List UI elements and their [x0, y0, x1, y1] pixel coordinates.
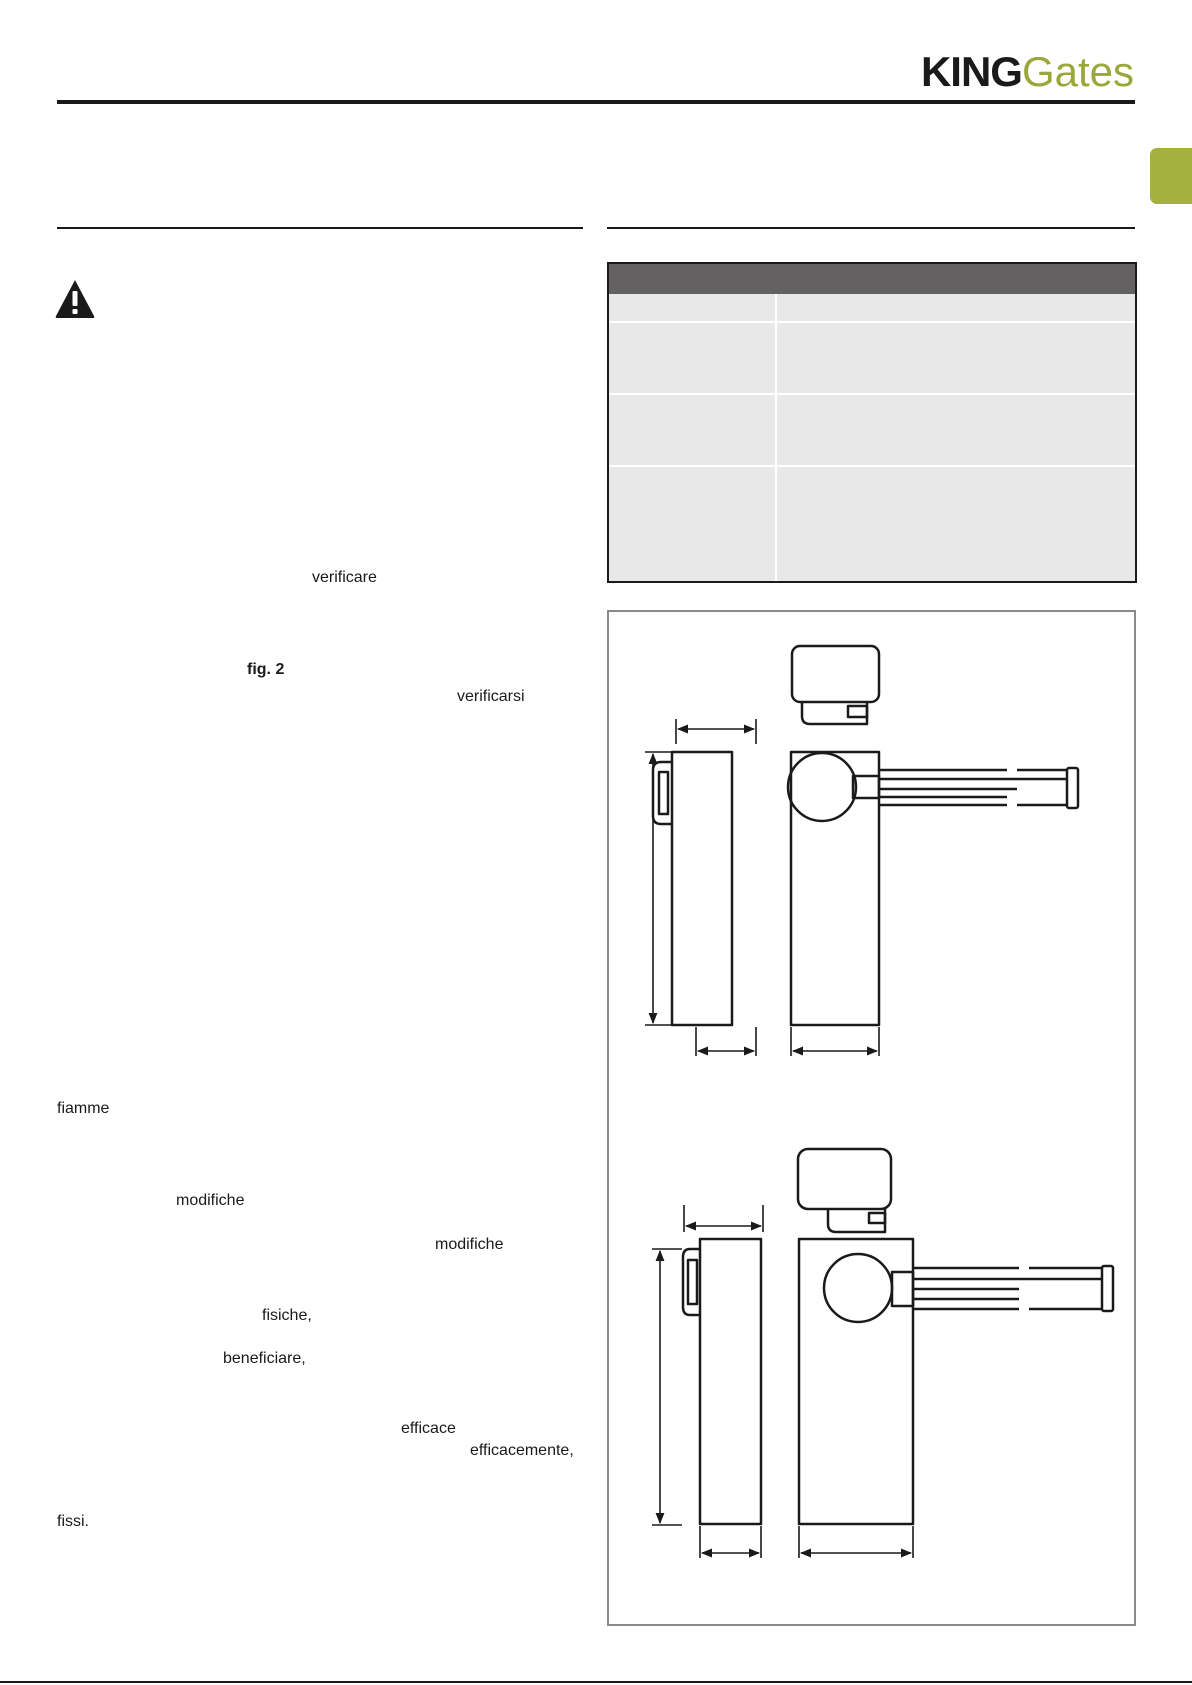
- brand-logo: [921, 50, 1134, 94]
- barrier-side-view-bottom: [683, 1239, 761, 1524]
- barrier-dimensions-figure: [607, 610, 1136, 1626]
- table-row-divider: [609, 465, 1135, 467]
- warning-triangle-icon: [54, 278, 96, 320]
- barrier-front-view-top: [788, 646, 1078, 1025]
- language-tab[interactable]: [1150, 148, 1192, 204]
- dimension-lines: [645, 719, 913, 1558]
- text-beneficiare: beneficiare,: [223, 1350, 306, 1367]
- table-row-divider: [609, 393, 1135, 395]
- logo-king: KING: [920, 48, 1022, 95]
- table-row-divider: [609, 321, 1135, 323]
- text-fisiche: fisiche,: [262, 1307, 312, 1324]
- specifications-table: [607, 262, 1137, 583]
- barrier-front-view-bottom: [798, 1149, 1113, 1524]
- text-verificare: verificare: [312, 569, 377, 586]
- text-fiamme: fiamme: [57, 1100, 110, 1117]
- figure-reference: fig. 2: [247, 661, 285, 678]
- text-modifiche-1: modifiche: [176, 1192, 245, 1209]
- logo-gates: Gates: [1021, 48, 1134, 95]
- text-modifiche-2: modifiche: [435, 1236, 504, 1253]
- header-rule: [57, 100, 1135, 104]
- table-header: [609, 264, 1135, 294]
- text-fissi: fissi.: [57, 1513, 89, 1530]
- text-efficace: efficace: [401, 1420, 456, 1437]
- left-column-rule: [57, 227, 583, 229]
- barrier-side-view-top: [653, 752, 732, 1025]
- text-verificarsi: verificarsi: [457, 688, 525, 705]
- right-column-rule: [607, 227, 1135, 229]
- table-column-divider: [775, 294, 777, 581]
- text-efficacemente: efficacemente,: [470, 1442, 574, 1459]
- footer-rule: [0, 1681, 1192, 1683]
